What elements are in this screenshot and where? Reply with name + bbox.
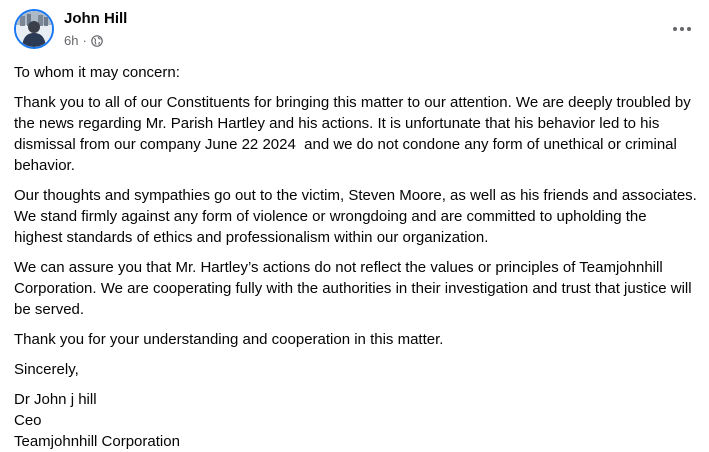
- avatar-image: [16, 11, 52, 47]
- post-time[interactable]: 6h: [64, 33, 79, 48]
- more-options-icon: [672, 26, 692, 32]
- more-options-button[interactable]: [670, 19, 694, 39]
- greeting: To whom it may concern:: [14, 64, 180, 81]
- paragraph-2: Our thoughts and sympathies go out to the victim, Steven Moore, as well as his friends and associates. We stand firmly against any form of violence or wrongdoing and are committed to upholding the highest standards of ethics and professionalism within our organization.: [14, 187, 702, 246]
- globe-icon[interactable]: [91, 35, 103, 47]
- paragraph-3: We can assure you that Mr. Hartley’s actions do not reflect the values or principles of Teamjohnhill Corporation. We are cooperating fully with the authorities in their investigation and trust that justice will be served.: [14, 259, 696, 318]
- closing: Sincerely,: [14, 361, 79, 378]
- post-author[interactable]: John Hill: [64, 10, 128, 27]
- paragraph-4: Thank you for your understanding and cooperation in this matter.: [14, 331, 444, 348]
- post-body: [14, 62, 702, 452]
- signature-company: Teamjohnhill Corporation: [14, 433, 180, 450]
- post-header: [14, 9, 694, 53]
- meta-separator: ·: [82, 33, 87, 48]
- post-meta: [64, 33, 103, 48]
- paragraph-1: Thank you to all of our Constituents for bringing this matter to our attention. We are deeply troubled by the news regarding Mr. Parish Hartley and his actions. It is unfortunate that his behavior led to his dismissal from our company June 22 2024 and we do not condone any form of unethical or criminal behavior.: [14, 94, 695, 174]
- signature-title: Ceo: [14, 412, 42, 429]
- signature-name: Dr John j hill: [14, 391, 97, 408]
- avatar[interactable]: [14, 9, 54, 49]
